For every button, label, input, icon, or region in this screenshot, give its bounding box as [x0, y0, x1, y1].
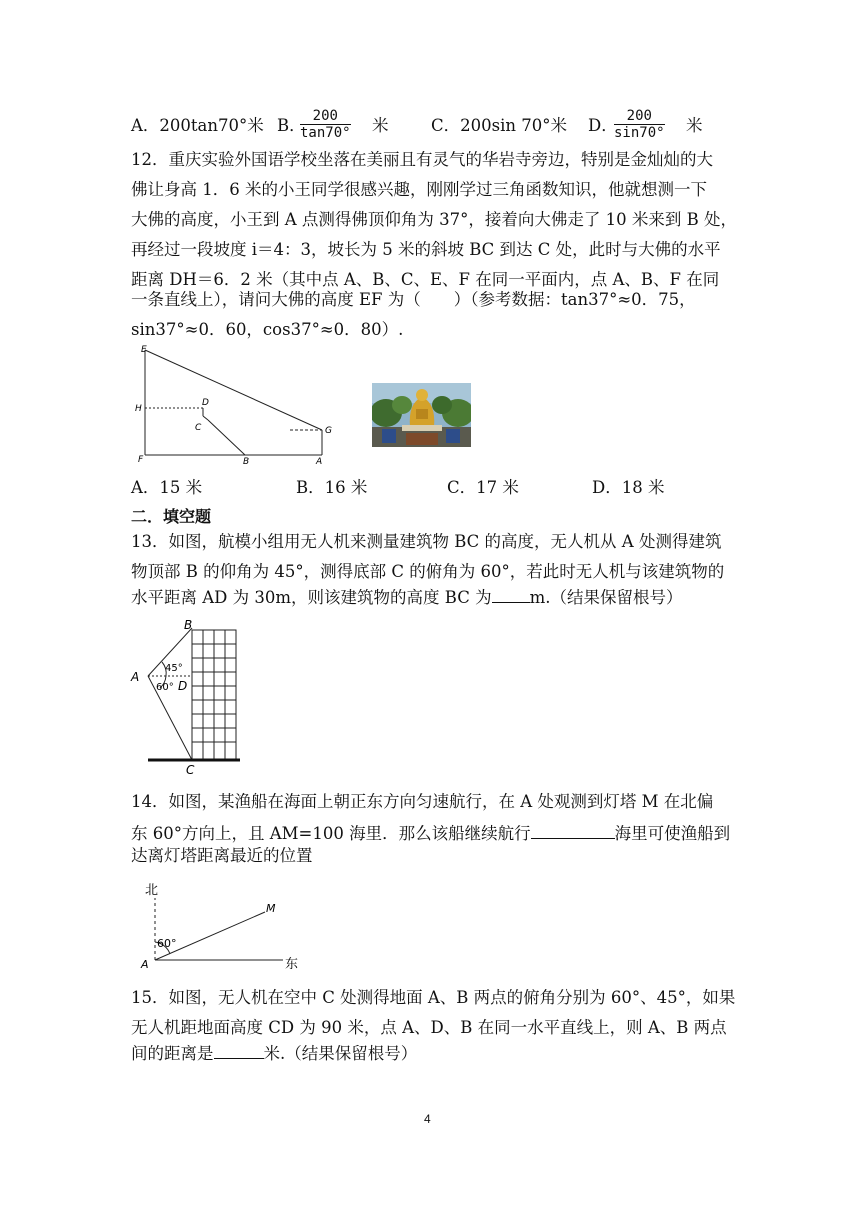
- label-a: A: [141, 958, 149, 970]
- q12-option-a: A．15 米: [131, 478, 203, 497]
- q15-line: 15．如图，无人机在空中 C 处测得地面 A、B 两点的俯角分别为 60°、45°，如果: [131, 988, 736, 1007]
- q12-option-d: D．18 米: [592, 478, 665, 497]
- q14-line: 14．如图，某渔船在海面上朝正东方向匀速航行，在 A 处观测到灯塔 M 在北偏: [131, 792, 714, 811]
- q13-line3-text: 水平距离 AD 为 30m，则该建筑物的高度 BC 为: [131, 588, 492, 607]
- q15-line: [131, 1042, 417, 1064]
- angle-60-label: 60°: [156, 682, 174, 693]
- q14-line: [131, 822, 730, 844]
- q12-line: 一条直线上），请问大佛的高度 EF 为（ ）（参考数据：tan37°≈0．75，: [131, 290, 696, 309]
- label-d: D: [178, 679, 188, 693]
- label-a: A: [316, 457, 323, 465]
- q15-line3-text-end: 米.（结果保留根号）: [263, 1044, 418, 1063]
- q15-line: 无人机距地面高度 CD 为 90 米，点 A、D、B 在同一水平直线上，则 A、B 两点: [131, 1018, 727, 1037]
- q13-line3-text-end: m.（结果保留根号）: [529, 588, 683, 607]
- fraction-numerator: 200: [614, 108, 665, 125]
- q11-option-a: A．200tan70°米: [131, 116, 264, 135]
- q12-buddha-diagram: [135, 340, 345, 465]
- label-b: B: [243, 457, 250, 465]
- label-e: E: [141, 345, 147, 355]
- q13-line: [131, 586, 682, 608]
- q13-line: 13．如图，航模小组用无人机来测量建筑物 BC 的高度，无人机从 A 处测得建筑: [131, 532, 722, 551]
- fraction-denominator: tan70°: [300, 125, 351, 141]
- angle-60-label: 60°: [157, 937, 177, 950]
- q12-line: 距离 DH＝6．2 米（其中点 A、B、C、E、F 在同一平面内，点 A、B、F 在同: [131, 270, 720, 289]
- q13-building-diagram: [128, 618, 243, 778]
- answer-blank: [214, 1042, 264, 1059]
- q11-option-c: C．200sin 70°米: [431, 116, 567, 135]
- q14-line2-text-end: 海里可使渔船到: [614, 824, 731, 843]
- fraction-denominator: sin70°: [614, 125, 665, 141]
- q11-option-b-prefix: B．: [277, 116, 306, 135]
- q12-line: 12．重庆实验外国语学校坐落在美丽且有灵气的华岩寺旁边，特别是金灿灿的大: [131, 150, 713, 169]
- section-heading-fill-in: 二．填空题: [131, 507, 212, 526]
- q12-line: sin37°≈0．60，cos37°≈0．80）.: [131, 320, 404, 339]
- label-d: D: [202, 398, 209, 408]
- angle-45-label: 45°: [165, 663, 183, 674]
- q12-option-c: C．17 米: [447, 478, 519, 497]
- q11-option-b-fraction: [300, 108, 351, 141]
- label-f: F: [138, 455, 144, 465]
- q11-option-d-unit: 米: [686, 116, 703, 135]
- label-h: H: [135, 404, 142, 414]
- label-g: G: [325, 426, 332, 436]
- east-label: 东: [285, 957, 299, 970]
- q12-option-b: B．16 米: [296, 478, 368, 497]
- q14-line: 达离灯塔距离最近的位置: [131, 846, 313, 865]
- page-number: 4: [424, 1112, 431, 1126]
- q14-lighthouse-diagram: [135, 878, 310, 970]
- q12-line: 再经过一段坡度 i＝4：3，坡长为 5 米的斜坡 BC 到达 C 处，此时与大佛的水平: [131, 240, 721, 259]
- answer-blank: [531, 822, 615, 839]
- label-a: A: [131, 670, 140, 684]
- label-b: B: [184, 618, 193, 632]
- q12-line: 大佛的高度，小王到 A 点测得佛顶仰角为 37°，接着向大佛走了 10 米来到 B 处，: [131, 210, 737, 229]
- label-m: M: [266, 902, 276, 915]
- q14-line2-text: 东 60°方向上，且 AM=100 海里．那么该船继续航行: [131, 824, 531, 843]
- label-c: C: [195, 423, 202, 433]
- north-label: 北: [145, 883, 159, 898]
- buddha-photo: [372, 383, 471, 447]
- label-c: C: [186, 763, 195, 777]
- q11-option-d-fraction: [614, 108, 665, 141]
- fraction-numerator: 200: [300, 108, 351, 125]
- answer-blank: [492, 586, 530, 603]
- q15-line3-text: 间的距离是: [131, 1044, 214, 1063]
- q11-option-d-prefix: D．: [588, 116, 618, 135]
- q12-line: 佛让身高 1．6 米的小王同学很感兴趣，刚刚学过三角函数知识，他就想测一下: [131, 180, 707, 199]
- q13-line: 物顶部 B 的仰角为 45°，测得底部 C 的俯角为 60°，若此时无人机与该建筑物的: [131, 562, 725, 581]
- q11-option-b-unit: 米: [372, 116, 389, 135]
